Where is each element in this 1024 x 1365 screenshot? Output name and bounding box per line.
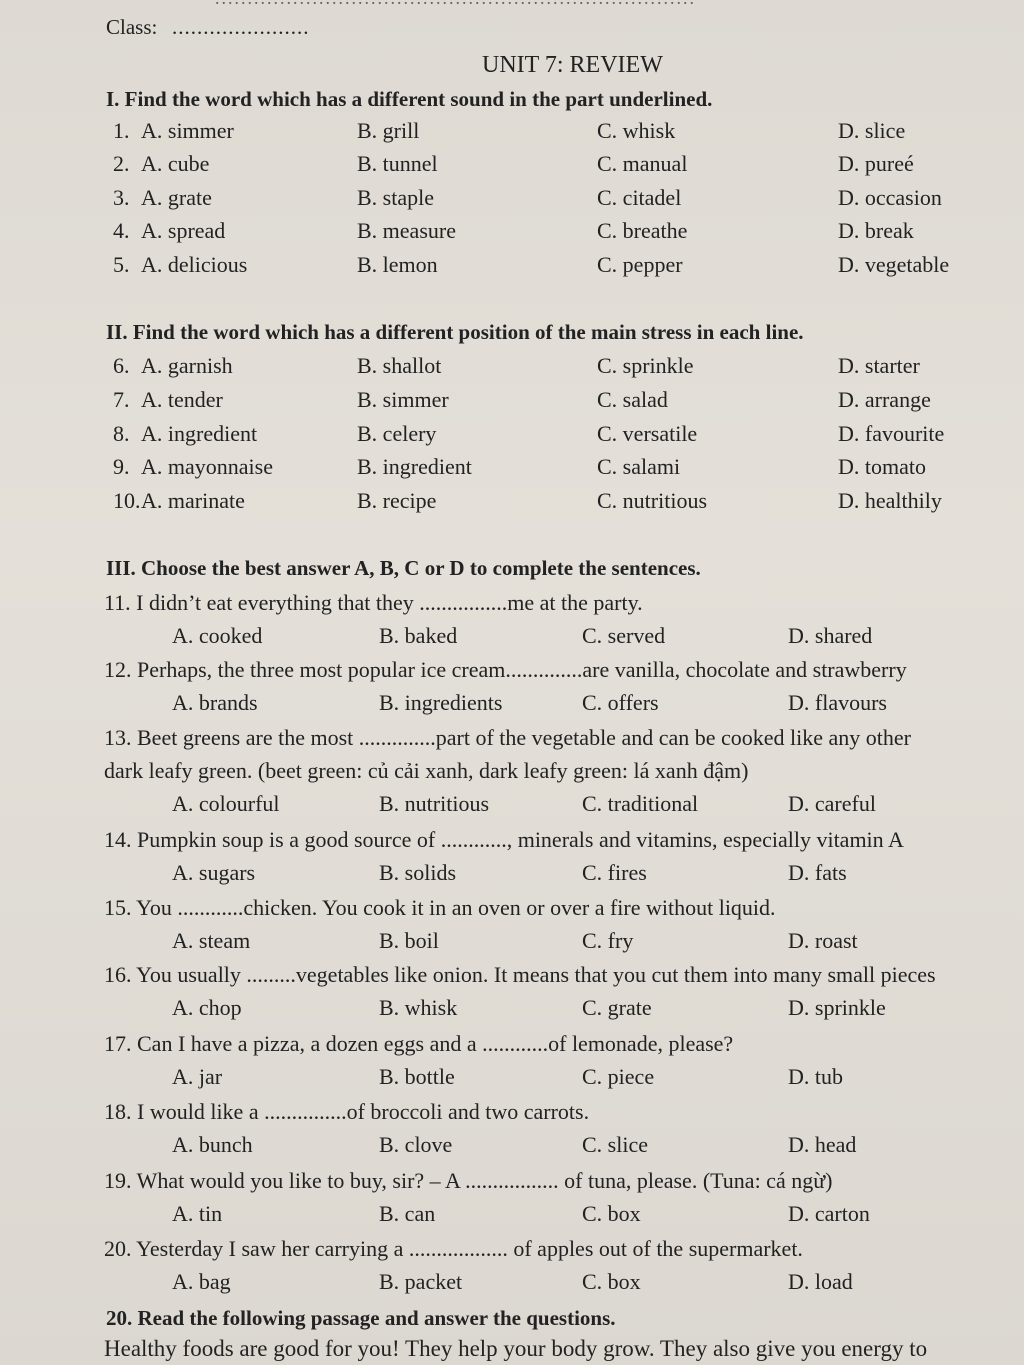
option-b[interactable]: B. simmer — [357, 387, 449, 412]
option-d[interactable]: D. careful — [788, 791, 876, 816]
section-3-heading: III. Choose the best answer A, B, C or D to complete the sentences. — [106, 556, 701, 580]
question-text: 16. You usually .........vegetables like onion. It means that you cut them into many small pieces — [104, 962, 936, 987]
question-text: 15. You ............chicken. You cook it in an oven or over a fire without liquid. — [104, 895, 776, 920]
option-a[interactable]: A. brands — [172, 690, 258, 715]
option-c[interactable]: C. pepper — [597, 252, 683, 277]
question-number: 9. — [113, 454, 130, 479]
question-text: 17. Can I have a pizza, a dozen eggs and a ............of lemonade, please? — [104, 1031, 734, 1056]
option-a[interactable]: A. tender — [141, 387, 223, 412]
option-b[interactable]: B. measure — [357, 218, 456, 243]
option-a[interactable]: A. tin — [172, 1201, 223, 1226]
question-text-continued: dark leafy green. (beet green: củ cải xanh, dark leafy green: lá xanh đậm) — [104, 758, 749, 783]
page-title: UNIT 7: REVIEW — [482, 52, 663, 78]
option-a[interactable]: A. spread — [141, 218, 226, 243]
option-d[interactable]: D. carton — [788, 1201, 870, 1226]
option-d[interactable]: D. break — [838, 218, 914, 243]
option-d[interactable]: D. tomato — [838, 454, 926, 479]
option-c[interactable]: C. salami — [597, 454, 681, 479]
option-d[interactable]: D. head — [788, 1132, 857, 1157]
option-a[interactable]: A. ingredient — [141, 421, 258, 446]
option-a[interactable]: A. jar — [172, 1064, 223, 1089]
class-blank: ...................... — [172, 15, 310, 39]
option-a[interactable]: A. simmer — [141, 118, 234, 143]
option-c[interactable]: C. grate — [582, 995, 652, 1020]
option-b[interactable]: B. can — [379, 1201, 436, 1226]
option-d[interactable]: D. shared — [788, 623, 873, 648]
option-d[interactable]: D. starter — [838, 353, 920, 378]
option-d[interactable]: D. favourite — [838, 421, 945, 446]
option-b[interactable]: B. boil — [379, 928, 439, 953]
option-b[interactable]: B. recipe — [357, 488, 437, 513]
option-a[interactable]: A. marinate — [141, 488, 245, 513]
option-d[interactable]: D. tub — [788, 1064, 843, 1089]
passage-line-1: Healthy foods are good for you! They help your body grow. They also give you energy to — [104, 1336, 928, 1361]
option-c[interactable]: C. sprinkle — [597, 353, 694, 378]
question-number: 3. — [113, 185, 130, 210]
option-b[interactable]: B. clove — [379, 1132, 453, 1157]
option-b[interactable]: B. nutritious — [379, 791, 490, 816]
class-label: Class: — [106, 15, 158, 39]
option-a[interactable]: A. sugars — [172, 860, 256, 885]
option-b[interactable]: B. ingredients — [379, 690, 503, 715]
option-b[interactable]: B. bottle — [379, 1064, 455, 1089]
option-a[interactable]: A. chop — [172, 995, 242, 1020]
option-d[interactable]: D. sprinkle — [788, 995, 886, 1020]
option-c[interactable]: C. citadel — [597, 185, 682, 210]
option-a[interactable]: A. delicious — [141, 252, 248, 277]
question-number: 7. — [113, 387, 130, 412]
option-a[interactable]: A. bag — [172, 1269, 231, 1294]
question-text: 12. Perhaps, the three most popular ice cream..............are vanilla, chocolate and strawberry — [104, 657, 907, 682]
option-d[interactable]: D. slice — [838, 118, 906, 143]
option-c[interactable]: C. fires — [582, 860, 647, 885]
option-b[interactable]: B. staple — [357, 185, 434, 210]
option-d[interactable]: D. fats — [788, 860, 847, 885]
option-b[interactable]: B. packet — [379, 1269, 463, 1294]
question-text: 13. Beet greens are the most ..............part of the vegetable and can be cooked like any other — [104, 725, 911, 750]
option-d[interactable]: D. roast — [788, 928, 858, 953]
section-4-heading: 20. Read the following passage and answer the questions. — [106, 1306, 616, 1330]
option-c[interactable]: C. fry — [582, 928, 634, 953]
option-d[interactable]: D. healthily — [838, 488, 942, 513]
top-dotted-rule — [215, 0, 696, 9]
option-d[interactable]: D. flavours — [788, 690, 887, 715]
option-c[interactable]: C. piece — [582, 1064, 655, 1089]
option-d[interactable]: D. occasion — [838, 185, 942, 210]
section-1-heading: I. Find the word which has a different sound in the part underlined. — [106, 87, 713, 111]
question-text: 20. Yesterday I saw her carrying a .................. of apples out of the supermarket. — [104, 1236, 803, 1261]
option-a[interactable]: A. steam — [172, 928, 251, 953]
option-c[interactable]: C. breathe — [597, 218, 688, 243]
option-b[interactable]: B. solids — [379, 860, 457, 885]
option-d[interactable]: D. arrange — [838, 387, 931, 412]
option-a[interactable]: A. colourful — [172, 791, 280, 816]
option-c[interactable]: C. versatile — [597, 421, 698, 446]
question-number: 6. — [113, 353, 130, 378]
option-c[interactable]: C. nutritious — [597, 488, 708, 513]
option-a[interactable]: A. cube — [141, 151, 210, 176]
section-2-heading: II. Find the word which has a different position of the main stress in each line. — [106, 320, 804, 344]
option-b[interactable]: B. grill — [357, 118, 420, 143]
option-c[interactable]: C. box — [582, 1201, 641, 1226]
option-c[interactable]: C. traditional — [582, 791, 699, 816]
option-a[interactable]: A. bunch — [172, 1132, 253, 1157]
option-b[interactable]: B. whisk — [379, 995, 458, 1020]
option-c[interactable]: C. manual — [597, 151, 688, 176]
option-b[interactable]: B. baked — [379, 623, 458, 648]
option-b[interactable]: B. shallot — [357, 353, 442, 378]
option-d[interactable]: D. vegetable — [838, 252, 950, 277]
question-number: 10. — [113, 488, 141, 513]
question-number: 5. — [113, 252, 130, 277]
question-number: 1. — [113, 118, 130, 143]
option-c[interactable]: C. whisk — [597, 118, 676, 143]
question-text: 11. I didn’t eat everything that they ................me at the party. — [104, 590, 643, 615]
option-b[interactable]: B. celery — [357, 421, 437, 446]
option-b[interactable]: B. tunnel — [357, 151, 438, 176]
option-a[interactable]: A. garnish — [141, 353, 233, 378]
option-c[interactable]: C. served — [582, 623, 666, 648]
option-d[interactable]: D. load — [788, 1269, 853, 1294]
option-a[interactable]: A. mayonnaise — [141, 454, 273, 479]
question-text: 19. What would you like to buy, sir? – A ................. of tuna, please. (Tuna: cá ngừ) — [104, 1168, 833, 1193]
question-text: 18. I would like a ...............of broccoli and two carrots. — [104, 1099, 590, 1124]
question-number: 2. — [113, 151, 130, 176]
question-number: 8. — [113, 421, 130, 446]
option-d[interactable]: D. pureé — [838, 151, 914, 176]
option-c[interactable]: C. offers — [582, 690, 659, 715]
question-number: 4. — [113, 218, 130, 243]
question-text: 14. Pumpkin soup is a good source of ............, minerals and vitamins, especially vitamin A — [104, 827, 904, 852]
option-b[interactable]: B. ingredient — [357, 454, 472, 479]
option-a[interactable]: A. grate — [141, 185, 212, 210]
option-a[interactable]: A. cooked — [172, 623, 263, 648]
option-c[interactable]: C. box — [582, 1269, 641, 1294]
option-c[interactable]: C. salad — [597, 387, 668, 412]
option-b[interactable]: B. lemon — [357, 252, 438, 277]
option-c[interactable]: C. slice — [582, 1132, 648, 1157]
